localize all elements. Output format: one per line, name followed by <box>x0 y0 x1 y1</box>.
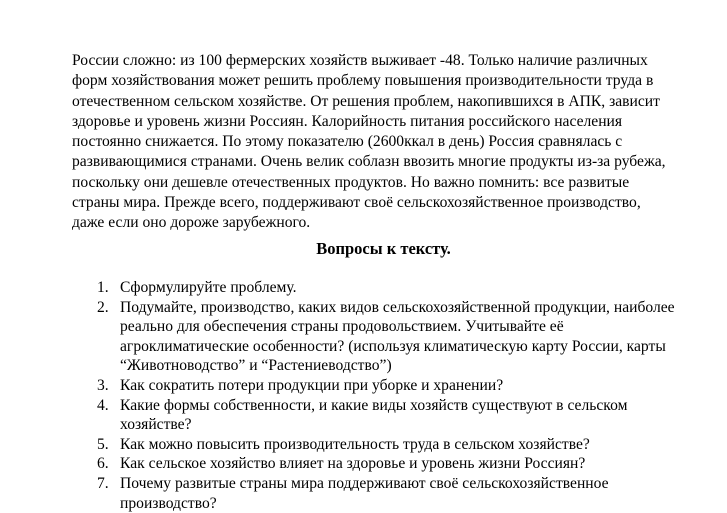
question-line: Какие формы собственности, и какие виды хозяйств существуют в сельском <box>120 396 628 414</box>
question-line: Сформулируйте проблему. <box>120 279 297 296</box>
question-line: Подумайте, производство, каких видов сельскохозяйственной продукции, наиболее <box>120 298 675 316</box>
paragraph-line: отечественном сельском хозяйстве. От решения проблем, накопившихся в АПК, зависит <box>72 92 660 110</box>
question-item <box>72 396 712 435</box>
questions-heading: Вопросы к тексту. <box>316 239 451 258</box>
question-number: 6. <box>97 455 109 473</box>
paragraph-line: здоровье и уровень жизни Россиян. Калорийность питания российского населения <box>72 112 623 130</box>
question-item <box>72 474 712 513</box>
question-line: Почему развитые страны мира поддерживают своё сельскохозяйственное <box>120 474 609 492</box>
paragraph-line: даже если оно дороже зарубежного. <box>72 214 311 232</box>
question-number: 4. <box>97 396 109 414</box>
question-line: Как сельское хозяйство влияет на здоровье и уровень жизни Россиян? <box>120 455 586 473</box>
question-item <box>72 376 712 396</box>
question-line: Как можно повысить производительность труда в сельском хозяйстве? <box>120 435 590 453</box>
question-line: хозяйстве? <box>120 416 192 434</box>
paragraph-line: поскольку они дешевле отечественных продуктов. Но важно помнить: все развитые <box>72 173 630 191</box>
paragraph-line: форм хозяйствования может решить проблему повышения производительности труда в <box>72 72 654 90</box>
question-line: производство? <box>120 494 217 512</box>
paragraph-line: постоянно снижается. По этому показателю (2600ккал в день) Россия сравнялась с <box>72 133 623 151</box>
question-number: 3. <box>97 376 109 394</box>
question-number: 2. <box>97 298 109 316</box>
question-number: 1. <box>97 279 109 296</box>
paragraph-line: развивающимися странами. Очень велик соблазн ввозить многие продукты из-за рубежа, <box>72 153 666 171</box>
question-item <box>72 435 712 455</box>
paragraph-line: России сложно: из 100 фермерских хозяйств выживает -48. Только наличие различных <box>72 52 648 69</box>
questions-list <box>72 278 712 513</box>
question-item <box>72 454 712 474</box>
question-line: “Животноводство” и “Растениеводство”) <box>120 357 392 375</box>
question-item <box>72 278 712 298</box>
body-paragraph <box>72 51 672 234</box>
paragraph-line: страны мира. Прежде всего, поддерживают своё сельскохозяйственное производство, <box>72 194 641 212</box>
question-item <box>72 298 712 376</box>
question-line: реально для обеспечения страны продовольствием. Учитывайте её <box>120 318 564 336</box>
question-line: агроклиматические особенности? (используя климатическую карту России, карты <box>120 337 666 355</box>
question-number: 5. <box>97 435 109 453</box>
question-number: 7. <box>97 474 109 492</box>
question-line: Как сократить потери продукции при уборке и хранении? <box>120 376 504 394</box>
